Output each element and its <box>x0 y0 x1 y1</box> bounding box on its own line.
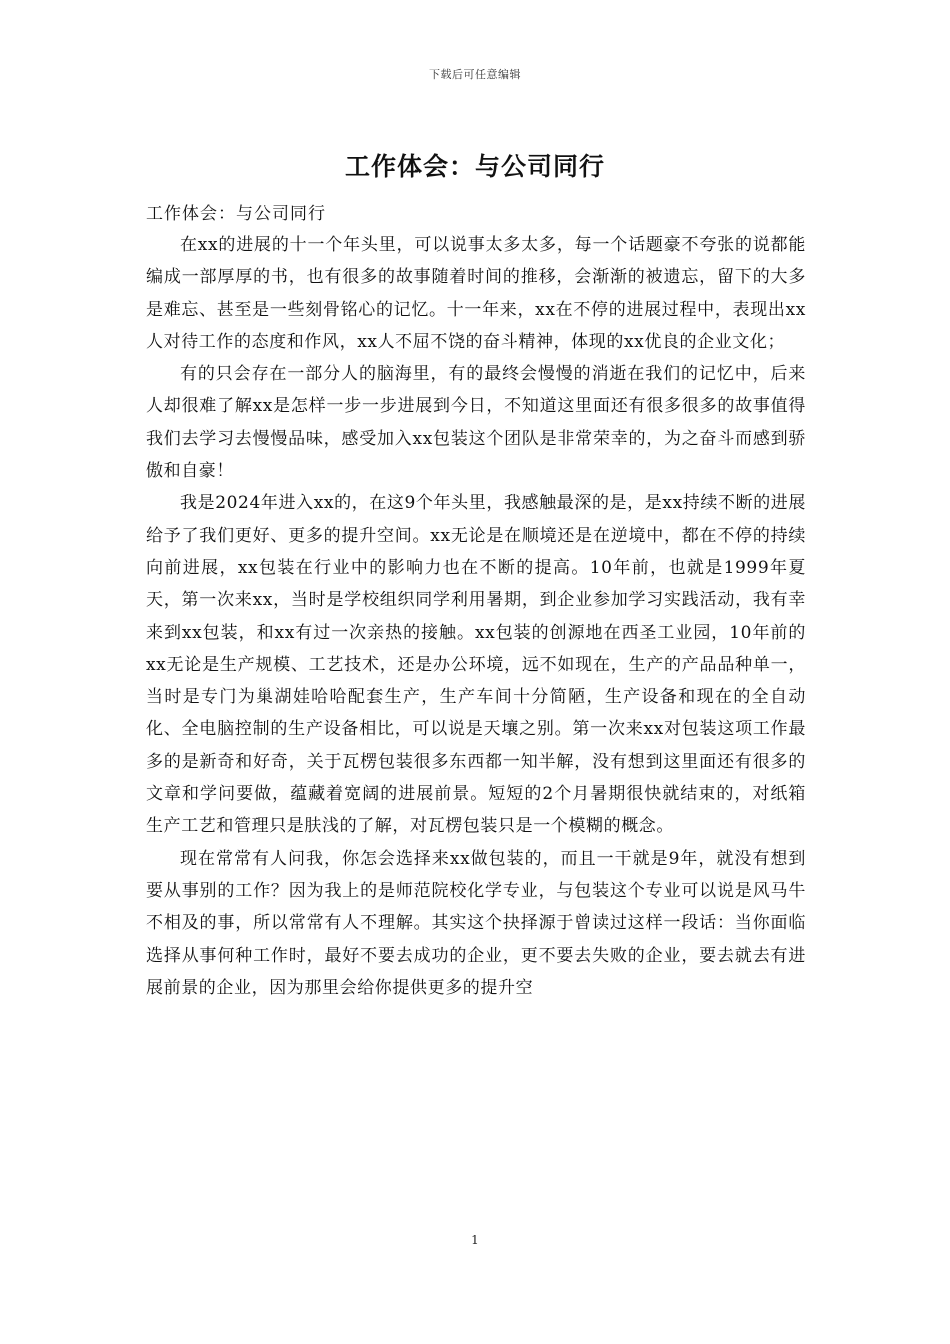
paragraph-2: 有的只会存在一部分人的脑海里，有的最终会慢慢的消逝在我们的记忆中，后来人却很难了解xx是怎样一步一步进展到今日，不知道这里面还有很多很多的故事值得我们去学习去慢慢品味，感受加入xx包装这个团队是非常荣幸的，为之奋斗而感到骄傲和自豪！ <box>146 364 806 482</box>
header-note: 下载后可任意编辑 <box>429 68 521 81</box>
document-title: 工作体会：与公司同行 <box>344 152 605 181</box>
paragraph-4: 现在常常有人问我，你怎会选择来xx做包装的，而且一干就是9年，就没有想到要从事别的工作？因为我上的是师范院校化学专业，与包装这个专业可以说是风马牛不相及的事，所以常常有人不理解。其实这个抉择源于曾读过这样一段话：当你面临选择从事何种工作时，最好不要去成功的企业，更不要去失败的企业，要去就去有进展前景的企业，因为那里会给你提供更多的提升空 <box>146 848 806 998</box>
page-number: 1 <box>471 1233 479 1247</box>
document-body <box>146 199 806 1004</box>
document-subtitle: 工作体会：与公司同行 <box>146 204 326 224</box>
paragraph-1: 在xx的进展的十一个年头里，可以说事太多太多，每一个话题豪不夸张的说都能编成一部厚厚的书，也有很多的故事随着时间的推移，会渐渐的被遗忘，留下的大多是难忘、甚至是一些刻骨铭心的记忆。十一年来，xx在不停的进展过程中，表现出xx人对待工作的态度和作风，xx人不屈不饶的奋斗精神，体现的xx优良的企业文化； <box>146 235 806 352</box>
paragraph-3: 我是2024年进入xx的，在这9个年头里，我感触最深的是，是xx持续不断的进展给予了我们更好、更多的提升空间。xx无论是在顺境还是在逆境中，都在不停的持续向前进展，xx包装在行业中的影响力也在不断的提高。10年前，也就是1999年夏天，第一次来xx，当时是学校组织同学利用暑期，到企业参加学习实践活动，我有幸来到xx包装，和xx有过一次亲热的接触。xx包装的创源地在西圣工业园，10年前的xx无论是生产规模、工艺技术，还是办公环境，远不如现在，生产的产品品种单一，当时是专门为巢湖娃哈哈配套生产，生产车间十分简陋，生产设备和现在的全自动化、全电脑控制的生产设备相比，可以说是天壤之别。第一次来xx对包装这项工作最多的是新奇和好奇，关于瓦楞包装很多东西都一知半解，没有想到这里面还有很多的文章和学问要做，蕴藏着宽阔的进展前景。短短的2个月暑期很快就结束的，对纸箱生产工艺和管理只是肤浅的了解，对瓦楞包装只是一个模糊的概念。 <box>146 493 806 837</box>
